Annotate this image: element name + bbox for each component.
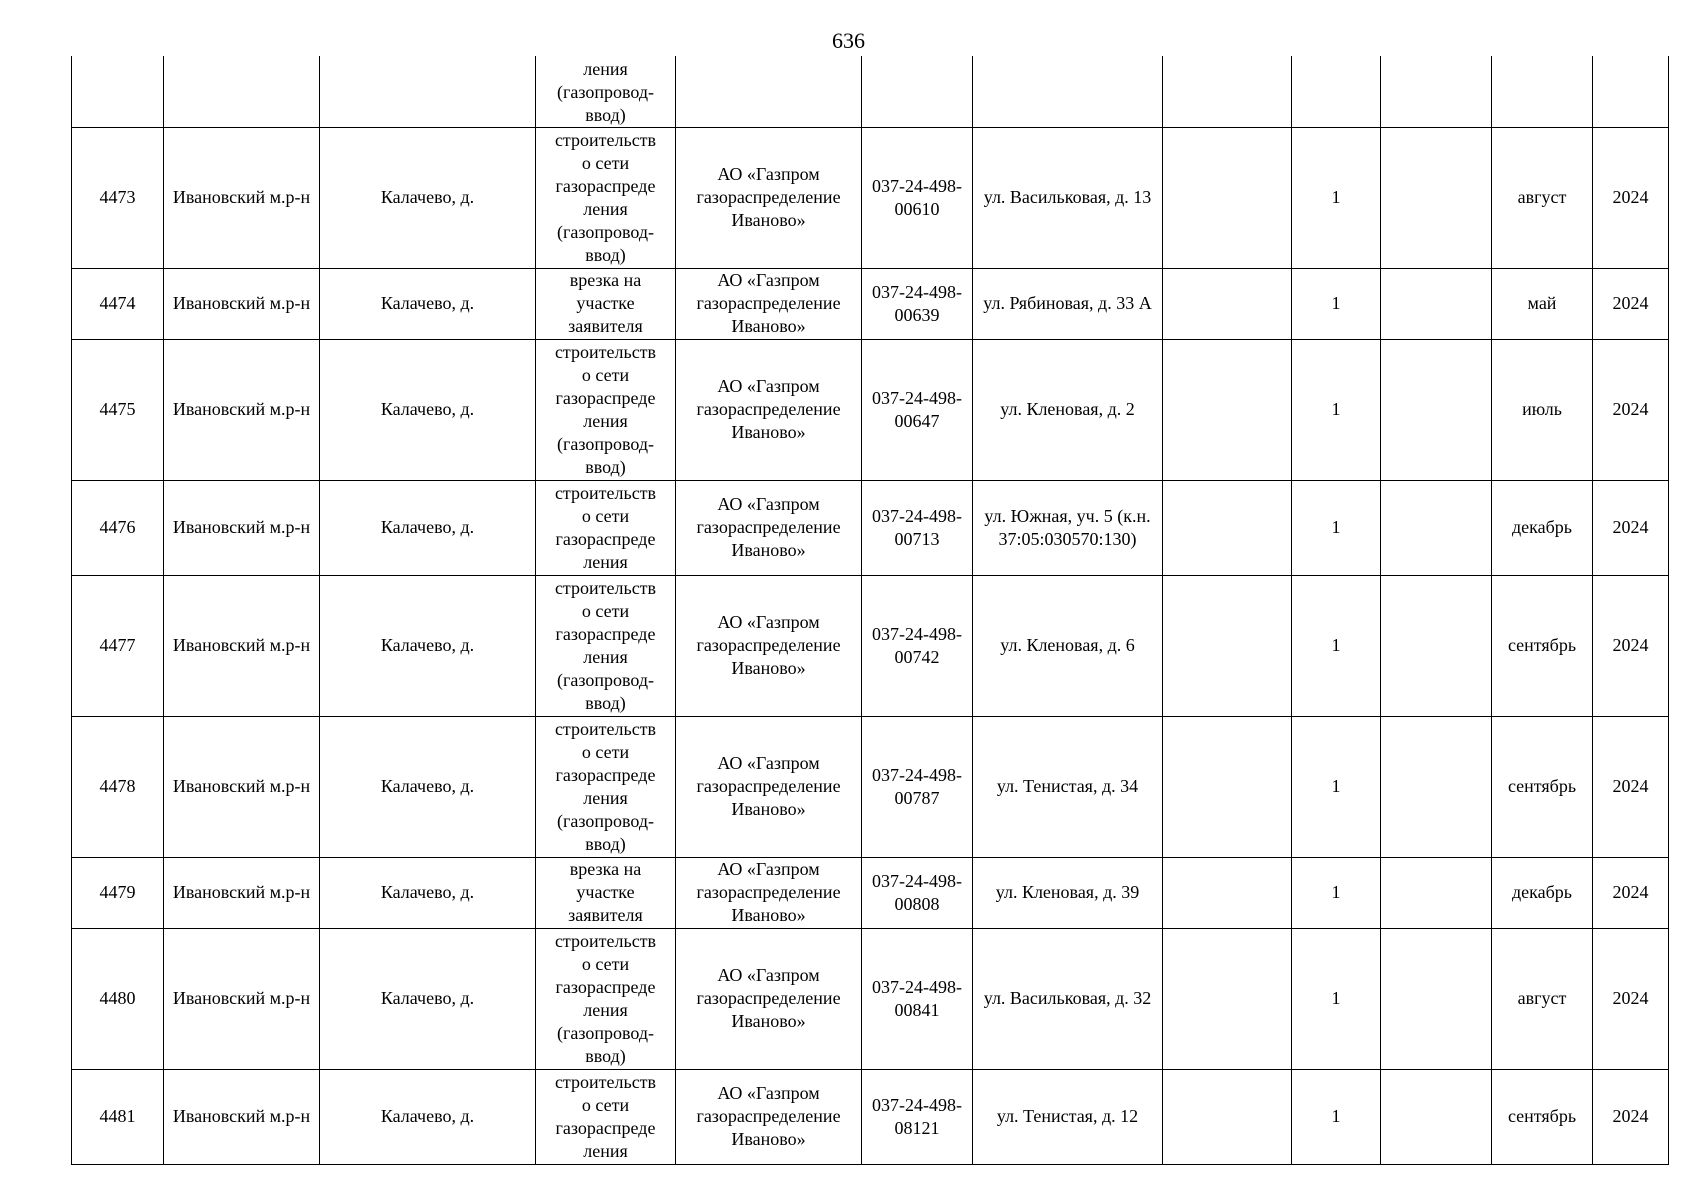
- cell-org: АО «Газпром газораспределение Иваново»: [676, 716, 862, 857]
- cell-address: ул. Кленовая, д. 2: [973, 339, 1163, 480]
- cell-qty: 1: [1292, 127, 1381, 268]
- cell-qty: 1: [1292, 928, 1381, 1069]
- cell-work: строительств о сети газораспреде ления (газопровод- ввод): [536, 575, 676, 716]
- cell-num: 4476: [72, 480, 164, 575]
- table-row: [72, 480, 1669, 575]
- cell-empty-a: [1163, 268, 1292, 339]
- cell-settlement: Калачево, д.: [320, 127, 536, 268]
- cell-settlement: Калачево, д.: [320, 268, 536, 339]
- cell-settlement: Калачево, д.: [320, 857, 536, 928]
- cell-empty-a: [1163, 716, 1292, 857]
- cell-code: [862, 56, 973, 127]
- cell-work: строительств о сети газораспреде ления: [536, 480, 676, 575]
- cell-org: АО «Газпром газораспределение Иваново»: [676, 339, 862, 480]
- cell-district: Ивановский м.р-н: [164, 480, 320, 575]
- cell-org: АО «Газпром газораспределение Иваново»: [676, 575, 862, 716]
- table-row: [72, 127, 1669, 268]
- cell-district: Ивановский м.р-н: [164, 575, 320, 716]
- cell-year: 2024: [1593, 268, 1669, 339]
- cell-district: Ивановский м.р-н: [164, 857, 320, 928]
- cell-org: АО «Газпром газораспределение Иваново»: [676, 857, 862, 928]
- cell-month: сентябрь: [1492, 575, 1593, 716]
- cell-code: 037-24-498-00610: [862, 127, 973, 268]
- cell-empty-a: [1163, 56, 1292, 127]
- cell-settlement: Калачево, д.: [320, 716, 536, 857]
- cell-year: 2024: [1593, 480, 1669, 575]
- cell-address: ул. Кленовая, д. 6: [973, 575, 1163, 716]
- cell-qty: [1292, 56, 1381, 127]
- cell-month: май: [1492, 268, 1593, 339]
- table-row: [72, 716, 1669, 857]
- cell-qty: 1: [1292, 480, 1381, 575]
- cell-year: 2024: [1593, 1069, 1669, 1164]
- cell-num: 4478: [72, 716, 164, 857]
- cell-address: ул. Тенистая, д. 34: [973, 716, 1163, 857]
- cell-district: Ивановский м.р-н: [164, 339, 320, 480]
- cell-address: ул. Южная, уч. 5 (к.н. 37:05:030570:130): [973, 480, 1163, 575]
- cell-address: [973, 56, 1163, 127]
- cell-empty-a: [1163, 1069, 1292, 1164]
- cell-org: АО «Газпром газораспределение Иваново»: [676, 1069, 862, 1164]
- cell-empty-b: [1381, 857, 1492, 928]
- cell-empty-a: [1163, 480, 1292, 575]
- cell-work: строительств о сети газораспреде ления (газопровод- ввод): [536, 339, 676, 480]
- cell-empty-a: [1163, 575, 1292, 716]
- cell-num: [72, 56, 164, 127]
- cell-month: август: [1492, 928, 1593, 1069]
- cell-work: строительств о сети газораспреде ления (газопровод- ввод): [536, 928, 676, 1069]
- cell-empty-b: [1381, 268, 1492, 339]
- cell-org: АО «Газпром газораспределение Иваново»: [676, 127, 862, 268]
- table-row: [72, 857, 1669, 928]
- cell-year: 2024: [1593, 575, 1669, 716]
- cell-code: 037-24-498-00647: [862, 339, 973, 480]
- cell-empty-b: [1381, 56, 1492, 127]
- cell-month: июль: [1492, 339, 1593, 480]
- cell-qty: 1: [1292, 716, 1381, 857]
- cell-month: август: [1492, 127, 1593, 268]
- cell-district: [164, 56, 320, 127]
- cell-year: 2024: [1593, 928, 1669, 1069]
- cell-settlement: [320, 56, 536, 127]
- cell-district: Ивановский м.р-н: [164, 1069, 320, 1164]
- cell-empty-b: [1381, 928, 1492, 1069]
- cell-num: 4479: [72, 857, 164, 928]
- cell-work: строительств о сети газораспреде ления (газопровод- ввод): [536, 127, 676, 268]
- table-row: [72, 339, 1669, 480]
- cell-code: 037-24-498-00713: [862, 480, 973, 575]
- table-row-continued: [72, 56, 1669, 127]
- table-row: [72, 268, 1669, 339]
- cell-address: ул. Васильковая, д. 32: [973, 928, 1163, 1069]
- cell-qty: 1: [1292, 857, 1381, 928]
- cell-address: ул. Кленовая, д. 39: [973, 857, 1163, 928]
- cell-code: 037-24-498-00742: [862, 575, 973, 716]
- cell-work: врезка на участке заявителя: [536, 268, 676, 339]
- cell-qty: 1: [1292, 268, 1381, 339]
- cell-org: АО «Газпром газораспределение Иваново»: [676, 480, 862, 575]
- cell-month: декабрь: [1492, 857, 1593, 928]
- cell-settlement: Калачево, д.: [320, 928, 536, 1069]
- cell-num: 4477: [72, 575, 164, 716]
- cell-empty-a: [1163, 857, 1292, 928]
- cell-qty: 1: [1292, 339, 1381, 480]
- cell-empty-a: [1163, 339, 1292, 480]
- cell-month: сентябрь: [1492, 1069, 1593, 1164]
- cell-district: Ивановский м.р-н: [164, 127, 320, 268]
- cell-address: ул. Рябиновая, д. 33 А: [973, 268, 1163, 339]
- cell-year: [1593, 56, 1669, 127]
- cell-work: строительств о сети газораспреде ления (газопровод- ввод): [536, 716, 676, 857]
- cell-settlement: Калачево, д.: [320, 339, 536, 480]
- cell-code: 037-24-498-00808: [862, 857, 973, 928]
- cell-num: 4480: [72, 928, 164, 1069]
- cell-code: 037-24-498-00639: [862, 268, 973, 339]
- cell-empty-a: [1163, 928, 1292, 1069]
- cell-code: 037-24-498-00841: [862, 928, 973, 1069]
- table-body: [72, 56, 1669, 1164]
- cell-qty: 1: [1292, 575, 1381, 716]
- cell-settlement: Калачево, д.: [320, 1069, 536, 1164]
- cell-district: Ивановский м.р-н: [164, 268, 320, 339]
- cell-empty-b: [1381, 127, 1492, 268]
- cell-org: АО «Газпром газораспределение Иваново»: [676, 268, 862, 339]
- cell-month: сентябрь: [1492, 716, 1593, 857]
- cell-month: [1492, 56, 1593, 127]
- cell-qty: 1: [1292, 1069, 1381, 1164]
- cell-year: 2024: [1593, 127, 1669, 268]
- cell-work: ления (газопровод- ввод): [536, 56, 676, 127]
- cell-empty-b: [1381, 480, 1492, 575]
- cell-num: 4473: [72, 127, 164, 268]
- register-table: [71, 56, 1669, 1165]
- cell-num: 4481: [72, 1069, 164, 1164]
- cell-code: 037-24-498-00787: [862, 716, 973, 857]
- cell-empty-b: [1381, 339, 1492, 480]
- cell-code: 037-24-498-08121: [862, 1069, 973, 1164]
- cell-settlement: Калачево, д.: [320, 575, 536, 716]
- table-row: [72, 1069, 1669, 1164]
- cell-work: врезка на участке заявителя: [536, 857, 676, 928]
- cell-empty-a: [1163, 127, 1292, 268]
- page-number: 636: [832, 28, 865, 53]
- table-row: [72, 928, 1669, 1069]
- cell-year: 2024: [1593, 716, 1669, 857]
- cell-year: 2024: [1593, 857, 1669, 928]
- cell-year: 2024: [1593, 339, 1669, 480]
- table-row: [72, 575, 1669, 716]
- cell-address: ул. Васильковая, д. 13: [973, 127, 1163, 268]
- cell-org: АО «Газпром газораспределение Иваново»: [676, 928, 862, 1069]
- cell-district: Ивановский м.р-н: [164, 716, 320, 857]
- cell-empty-b: [1381, 575, 1492, 716]
- cell-org: [676, 56, 862, 127]
- cell-district: Ивановский м.р-н: [164, 928, 320, 1069]
- cell-work: строительств о сети газораспреде ления: [536, 1069, 676, 1164]
- cell-month: декабрь: [1492, 480, 1593, 575]
- cell-empty-b: [1381, 716, 1492, 857]
- cell-num: 4475: [72, 339, 164, 480]
- cell-empty-b: [1381, 1069, 1492, 1164]
- cell-address: ул. Тенистая, д. 12: [973, 1069, 1163, 1164]
- cell-settlement: Калачево, д.: [320, 480, 536, 575]
- cell-num: 4474: [72, 268, 164, 339]
